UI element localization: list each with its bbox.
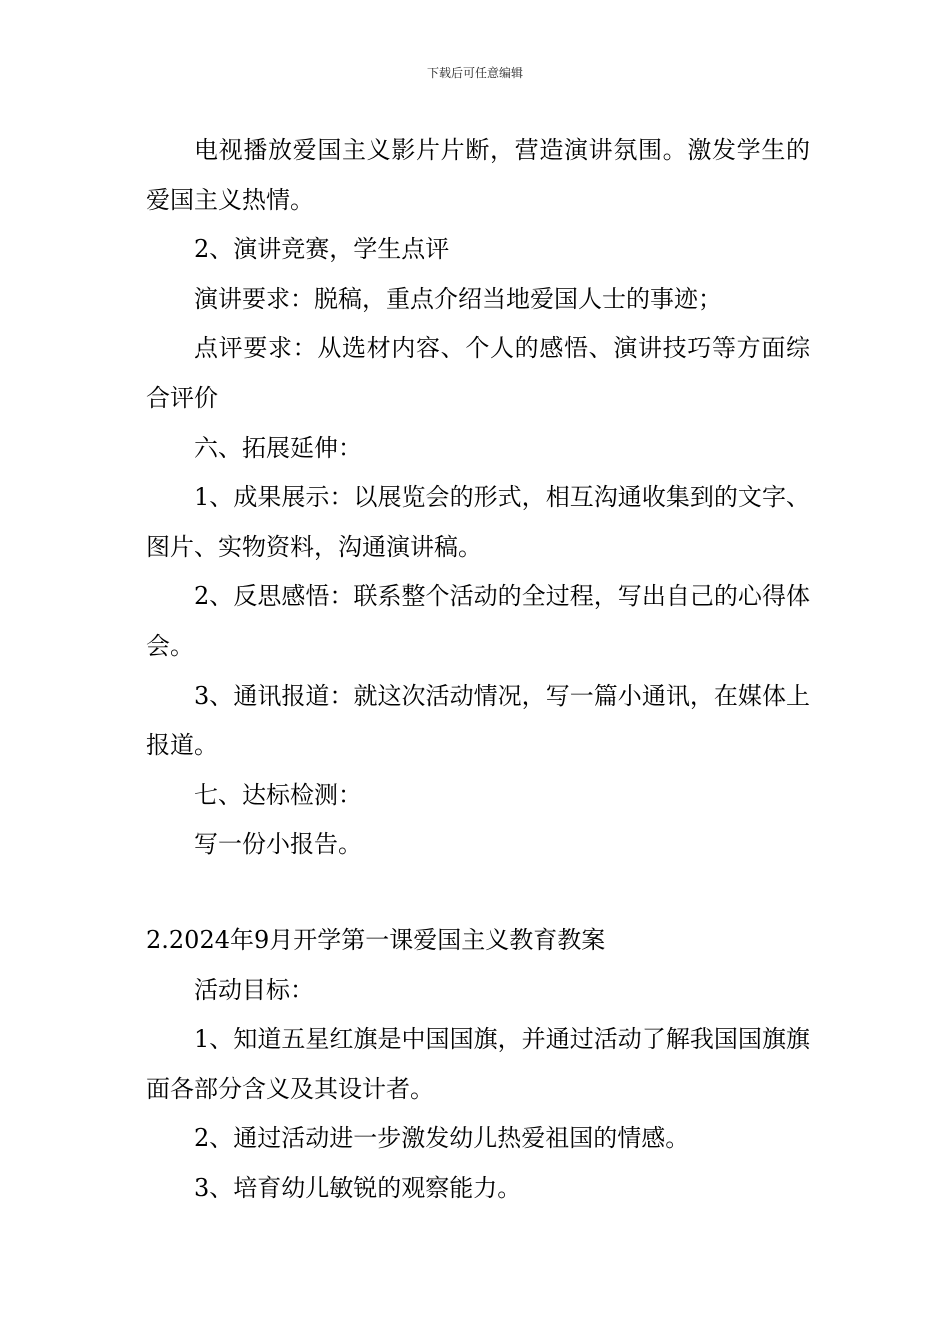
paragraph: 点评要求：从选材内容、个人的感悟、演讲技巧等方面综合评价 — [146, 334, 810, 412]
paragraph: 电视播放爱国主义影片片断，营造演讲氛围。激发学生的爱国主义热情。 — [146, 136, 810, 214]
paragraph: 2、通过活动进一步激发幼儿热爱祖国的情感。 — [194, 1124, 690, 1153]
section-heading: 六、拓展延伸： — [194, 433, 362, 462]
page-header: 下载后可任意编辑 — [426, 66, 523, 80]
section-heading: 七、达标检测： — [194, 780, 362, 809]
paragraph: 写一份小报告。 — [194, 830, 362, 859]
document-title: 2.2024年9月开学第一课爱国主义教育教案 — [146, 925, 606, 954]
section-heading: 活动目标： — [194, 975, 314, 1004]
paragraph: 3、培育幼儿敏锐的观察能力。 — [194, 1173, 522, 1202]
paragraph: 1、知道五星红旗是中国国旗，并通过活动了解我国国旗旗面各部分含义及其设计者。 — [146, 1025, 810, 1103]
spacer — [146, 870, 810, 916]
paragraph: 1、成果展示：以展览会的形式，相互沟通收集到的文字、图片、实物资料，沟通演讲稿。 — [146, 483, 810, 561]
paragraph: 演讲要求：脱稿，重点介绍当地爱国人士的事迹； — [194, 284, 722, 313]
paragraph: 3、通讯报道：就这次活动情况，写一篇小通讯，在媒体上报道。 — [146, 681, 810, 760]
paragraph: 2、反思感悟：联系整个活动的全过程，写出自己的心得体会。 — [146, 582, 810, 660]
document-body — [146, 126, 810, 1213]
paragraph: 2、演讲竞赛，学生点评 — [194, 235, 450, 264]
